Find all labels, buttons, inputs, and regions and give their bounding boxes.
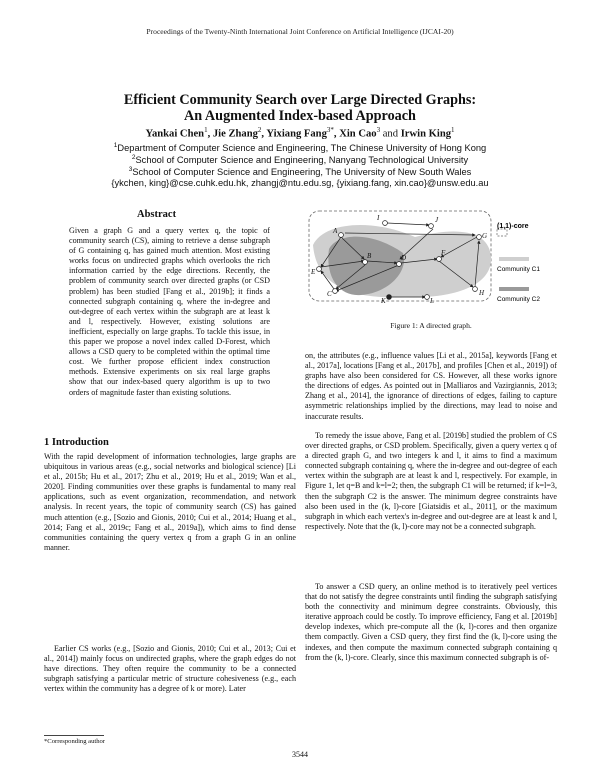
node-label: B — [367, 252, 372, 260]
right-paragraph-1: on, the attributes (e.g., influence values [Li et al., 2015a], keywords [Fang et al., 2017a], locations [Fang et al., 2017b], and profiles [Chen et al., 2019]) of graphs have also been considered for CS. However, all these works ignore the directions of edges. As pointed out in [Malliaros and Vazirgiannis, 2013; Zhang et al., 2014], the ignorance of directions of edges, failing to capture asymmetric relationships implied by the directions, may lead to noise and inaccurate results. — [305, 351, 557, 421]
figure-directed-graph — [305, 207, 557, 311]
node-label: J — [435, 216, 439, 224]
affiliation-text: School of Computer Science and Engineering, The University of New South Wales — [132, 167, 472, 178]
author-name: Yankai Chen — [145, 128, 205, 140]
node-label: C — [327, 290, 332, 298]
author-name: Jie Zhang — [212, 128, 258, 140]
author-name: Yixiang Fang — [266, 128, 327, 140]
title-line-2: An Augmented Index-based Approach — [184, 108, 416, 124]
author-separator: , — [207, 128, 211, 140]
abstract-text: Given a graph G and a query vertex q, the topic of community search (CS), aiming to retrieve a dense subgraph of G containing q, has gained much attention. Most existing works focus on undirected graphs which overlooks the rich information carried by the edge directions. Recently, the problem of community search over directed graphs (or CSD problem) has been studied [Fang et al., 2019b]; it finds a connected subgraph containing q, where the in-degree and out-degree of each vertex within the subgraph are at least k and l, respectively. However, existing solutions are inefficient, especially on large graphs. To tackle this issue, in this paper we propose a novel index called D-Forest, which allows a CSD query to be completed within the optimal time cost. We further propose efficient index construction methods. Extensive experiments on six real large graphs show that our index-based query algorithm is up to two orders of magnitude faster than existing solutions. — [69, 226, 270, 397]
footnote-divider — [44, 735, 104, 736]
figure-caption: Figure 1: A directed graph. — [390, 321, 472, 330]
author-and: and — [382, 128, 399, 140]
legend-c2-swatch — [499, 287, 529, 291]
affiliation-sup: 2 — [131, 154, 136, 161]
legend-c1-swatch — [499, 257, 529, 261]
node-label: F — [441, 249, 446, 257]
abstract-heading: Abstract — [137, 209, 177, 220]
legend-c2-label: Community C2 — [497, 296, 540, 303]
legend-core-swatch — [497, 229, 507, 236]
author-sup: 3 — [376, 126, 381, 134]
node-label: A — [333, 227, 338, 235]
intro-paragraph-1: With the rapid development of information technologies, large graphs are ubiquitous in various areas (e.g., social networks and biological science) [Li et al., 2015b; Hu et al., 2017; Zhu et al., 2019; Hu et al., 2019; Wan et al., 2020]. Finding communities over these graphs is fundamental to many real applications, such as event organization, recommendation, and network analysis. In recent years, the topic of community search (CS) has gained much attention (e.g., [Sozio and Gionis, 2010; Cui et al., 2014; Huang et al., 2014; Fang et al., 2019c; Fang et al., 2019a]), which aims to find dense communities containing the query vertex q from a graph G in an online manner. — [44, 452, 296, 552]
author-sup: 3* — [326, 126, 334, 134]
node-label: D — [401, 254, 407, 262]
title-line-1: Efficient Community Search over Large Directed Graphs: — [123, 92, 477, 108]
author-sup: 1 — [451, 126, 455, 134]
node-label: E — [311, 268, 316, 276]
author-list — [60, 126, 540, 140]
intro-paragraph-2: Earlier CS works (e.g., [Sozio and Gionis, 2010; Cui et al., 2013; Cui et al., 2014]) mainly focus on undirected graphs, where the graph edges do not have directions. They often require the community to be a connected subgraph satisfying a particular metric of structure cohesiveness (e.g., each vertex within the community has a degree of k or more). Later — [44, 644, 296, 694]
legend-core-label: (1,1)-core — [497, 223, 529, 230]
node-label: H — [479, 289, 485, 297]
affiliation-text: Department of Computer Science and Engineering, The Chinese University of Hong Kong — [117, 143, 487, 154]
affiliation-sup: 1 — [113, 142, 118, 149]
node-label: I — [377, 214, 380, 222]
author-sup: 1 — [204, 126, 208, 134]
footnote: *Corresponding author — [44, 738, 105, 745]
section-heading-introduction: 1 Introduction — [44, 437, 109, 448]
node-label: L — [430, 297, 434, 305]
node-label: G — [482, 232, 488, 240]
affiliation-sup: 3 — [128, 166, 133, 173]
affiliation-3 — [40, 164, 560, 178]
author-name: Xin Cao — [339, 128, 377, 140]
author-sup: 2 — [257, 126, 262, 134]
author-separator: , — [333, 128, 337, 140]
author-separator: , — [261, 128, 265, 140]
author-emails: {ykchen, king}@cse.cuhk.edu.hk, zhangj@ntu.edu.sg, {yixiang.fang, xin.cao}@unsw.edu.au — [111, 178, 489, 188]
author-name: Irwin King — [400, 128, 452, 140]
proceedings-header: Proceedings of the Twenty-Ninth International Joint Conference on Artificial Intelligence (IJCAI-20) — [146, 27, 454, 36]
legend-c1-label: Community C1 — [497, 266, 540, 273]
right-paragraph-3: To answer a CSD query, an online method is to iteratively peel vertices that do not satisfy the degree constraints until finding the subgraph satisfying both the connectivity and minimum degree constraints. Obviously, this iterative approach could be costly. To improve efficiency, Fang et al. [2019b] develop indexes, which pre-compute all the (k, l)-cores and then organize them compactly. Given a CSD query, they first find the (k, l)-core using the indexes, and then compute the maximum connected subgraph containing q from the (k, l)-core. Clearly, since this maximum connected subgraph is of- — [305, 582, 557, 662]
node-label: K — [381, 297, 386, 305]
right-paragraph-2: To remedy the issue above, Fang et al. [2019b] studied the problem of CS over directed graphs, or CSD problem. Specifically, given a query vertex q of a directed graph G, and two integers k and l, it aims to find a maximum connected subgraph containing q, where the in-degree and out-degree of each vertex within the subgraph are at least k and l, respectively. For example, in Figure 1, let q=B and k=l=2; then, the subgraph C1 will be returned; if k=l=3, then the subgraph C2 is the answer. The minimum degree constraints have also been used in the (k, l)-core [Giatsidis et al., 2011], or the maximum subgraph in which each vertex's in-degree and out-degree are at least k and l, respectively. Note that the (k, l)-core may not be a connected subgraph. — [305, 431, 557, 531]
paper-title — [60, 92, 540, 124]
affiliation-text: School of Computer Science and Engineering, Nanyang Technological University — [135, 155, 469, 166]
page-number: 3544 — [292, 750, 308, 759]
